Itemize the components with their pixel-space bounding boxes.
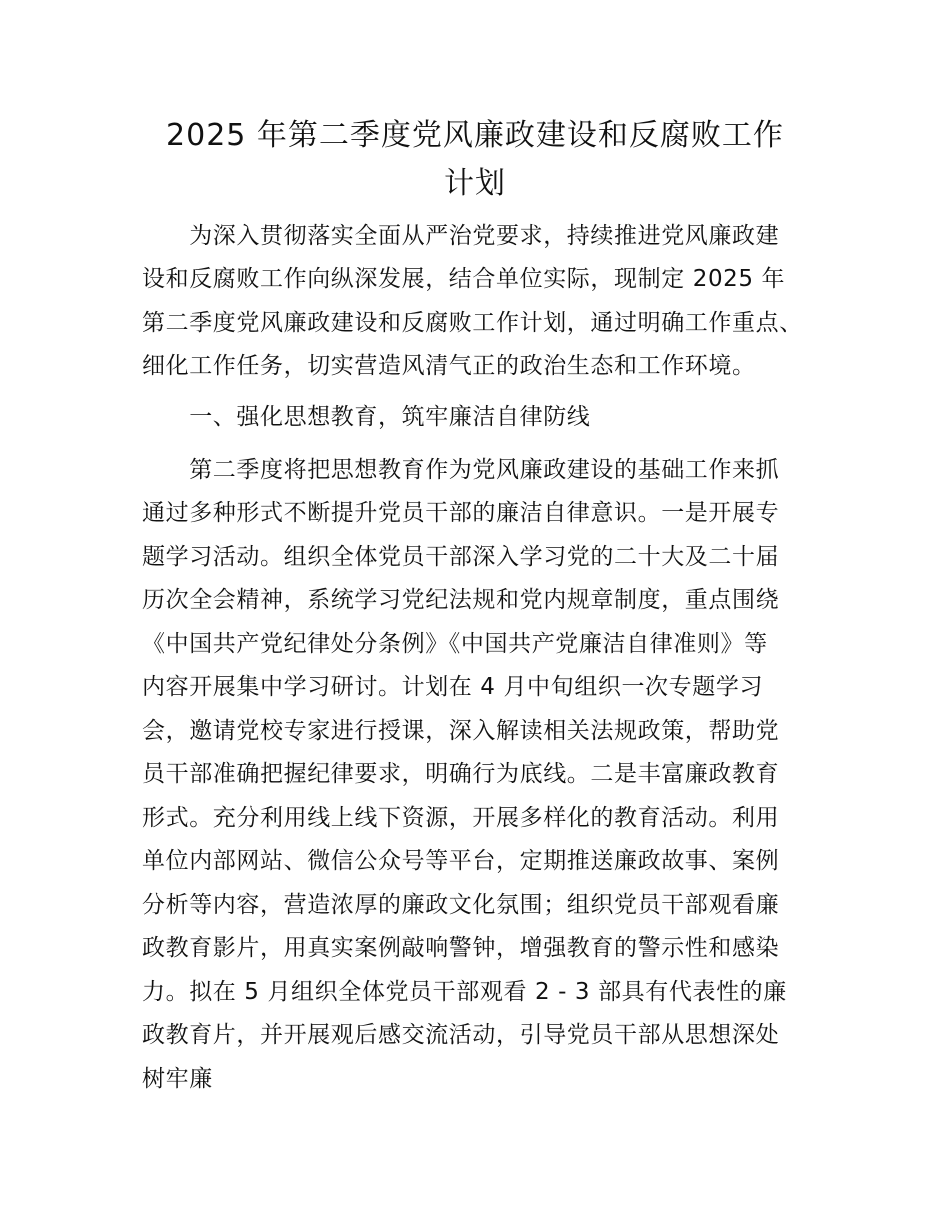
body-line: 《中国共产党纪律处分条例》《中国共产党廉洁自律准则》等 xyxy=(142,631,768,657)
intro-line: 细化工作任务，切实营造风清气正的政治生态和工作环境。 xyxy=(142,353,756,379)
body-line: 历次全会精神，系统学习党纪法规和党内规章制度，重点围绕 xyxy=(142,587,780,613)
body-line: 政教育影片，用真实案例敲响警钟，增强教育的警示性和感染 xyxy=(142,935,780,961)
body-line: 会，邀请党校专家进行授课，深入解读相关法规政策，帮助党 xyxy=(142,718,780,744)
title-line: 计划 xyxy=(444,166,506,201)
body-line: 题学习活动。组织全体党员干部深入学习党的二十大及二十届 xyxy=(142,544,780,570)
intro-line: 设和反腐败工作向纵深发展，结合单位实际，现制定 2025 年 xyxy=(142,266,786,292)
document-title xyxy=(120,112,830,208)
body-line: 内容开展集中学习研讨。计划在 4 月中旬组织一次专题学习 xyxy=(142,674,764,700)
body-line: 第二季度将把思想教育作为党风廉政建设的基础工作来抓 xyxy=(142,457,780,483)
title-line: 2025 年第二季度党风廉政建设和反腐败工作 xyxy=(166,118,784,153)
intro-line: 第二季度党风廉政建设和反腐败工作计划，通过明确工作重点、 xyxy=(142,310,803,336)
body-line: 政教育片，并开展观后感交流活动，引导党员干部从思想深处 xyxy=(142,1022,780,1048)
body-line: 通过多种形式不断提升党员干部的廉洁自律意识。一是开展专 xyxy=(142,500,780,526)
intro-line: 为深入贯彻落实全面从严治党要求，持续推进党风廉政建 xyxy=(142,223,780,249)
section-heading: 一、强化思想教育，筑牢廉洁自律防线 xyxy=(142,404,591,430)
body-line: 形式。充分利用线上线下资源，开展多样化的教育活动。利用 xyxy=(142,805,780,831)
body-line: 单位内部网站、微信公众号等平台，定期推送廉政故事、案例 xyxy=(142,848,780,874)
body-line: 力。拟在 5 月组织全体党员干部观看 2 - 3 部具有代表性的廉 xyxy=(142,979,787,1005)
body-line: 分析等内容，营造浓厚的廉政文化氛围；组织党员干部观看廉 xyxy=(142,892,780,918)
body-line: 员干部准确把握纪律要求，明确行为底线。二是丰富廉政教育 xyxy=(142,761,780,787)
body-line: 树牢廉 xyxy=(142,1066,213,1092)
